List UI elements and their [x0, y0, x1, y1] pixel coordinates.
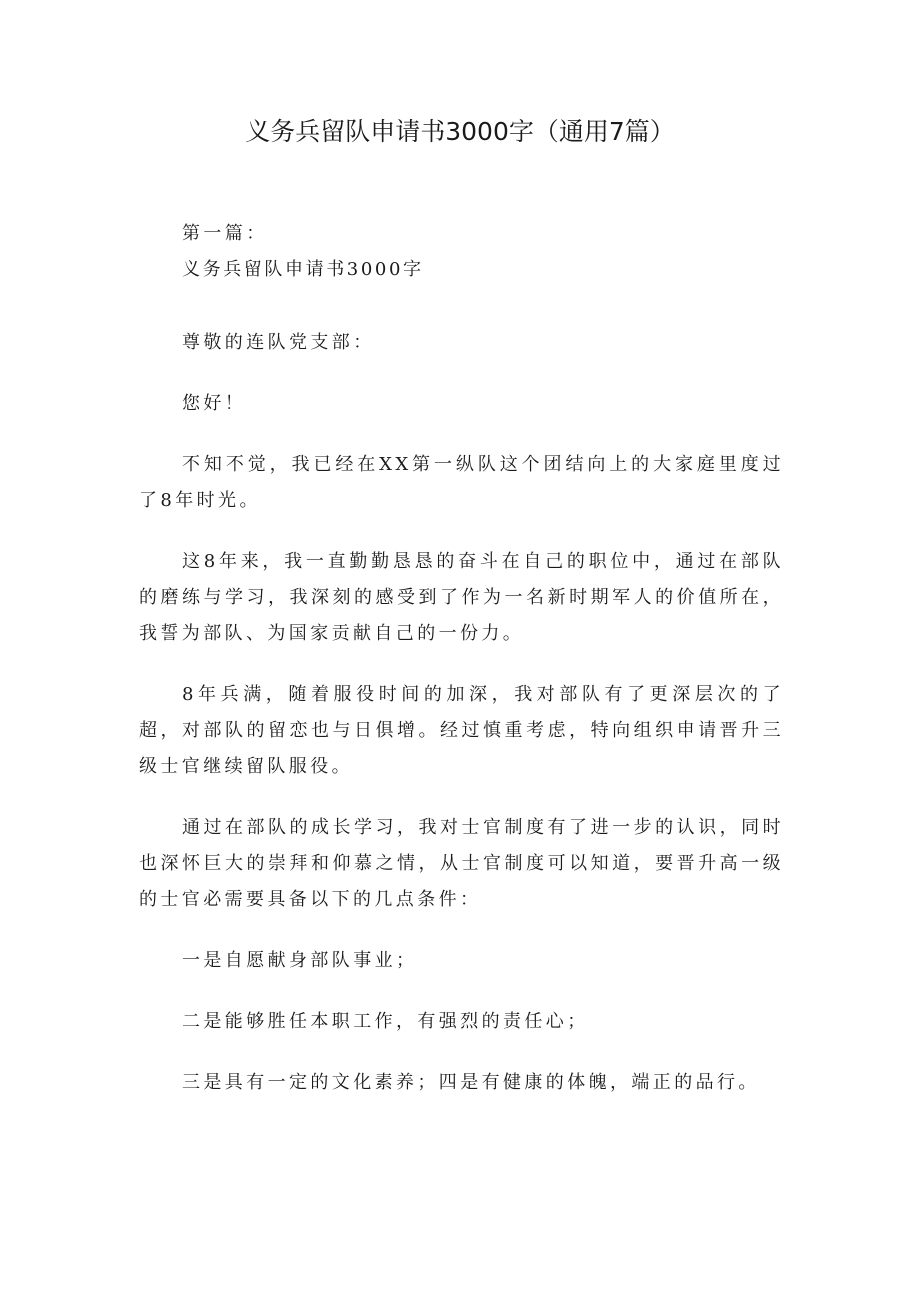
paragraph: 不知不觉，我已经在XX第一纵队这个团结向上的大家庭里度过了8年时光。	[139, 454, 784, 511]
document-title: 义务兵留队申请书3000字（通用7篇）	[245, 117, 675, 146]
paragraph: 8年兵满，随着服役时间的加深，我对部队有了更深层次的了超，对部队的留恋也与日俱增。经过慎重考虑，特向组织申请晋升三级士官继续留队服役。	[139, 684, 784, 777]
paragraph: 一是自愿献身部队事业；	[182, 950, 418, 971]
section-label: 第一篇：	[182, 223, 268, 244]
paragraph: 三是具有一定的文化素养；四是有健康的体魄，端正的品行。	[182, 1072, 760, 1093]
paragraph: 二是能够胜任本职工作，有强烈的责任心；	[182, 1011, 589, 1032]
paragraph: 通过在部队的成长学习，我对士官制度有了进一步的认识，同时也深怀巨大的崇拜和仰慕之情，从士官制度可以知道，要晋升高一级的士官必需要具备以下的几点条件：	[139, 817, 784, 910]
section-title: 义务兵留队申请书3000字	[182, 259, 424, 280]
salutation: 尊敬的连队党支部：	[182, 332, 375, 353]
greeting: 您好！	[182, 393, 247, 414]
document-body	[139, 216, 784, 1101]
paragraph: 这8年来，我一直勤勤恳恳的奋斗在自己的职位中，通过在部队的磨练与学习，我深刻的感受到了作为一名新时期军人的价值所在，我誓为部队、为国家贡献自己的一份力。	[139, 551, 784, 644]
